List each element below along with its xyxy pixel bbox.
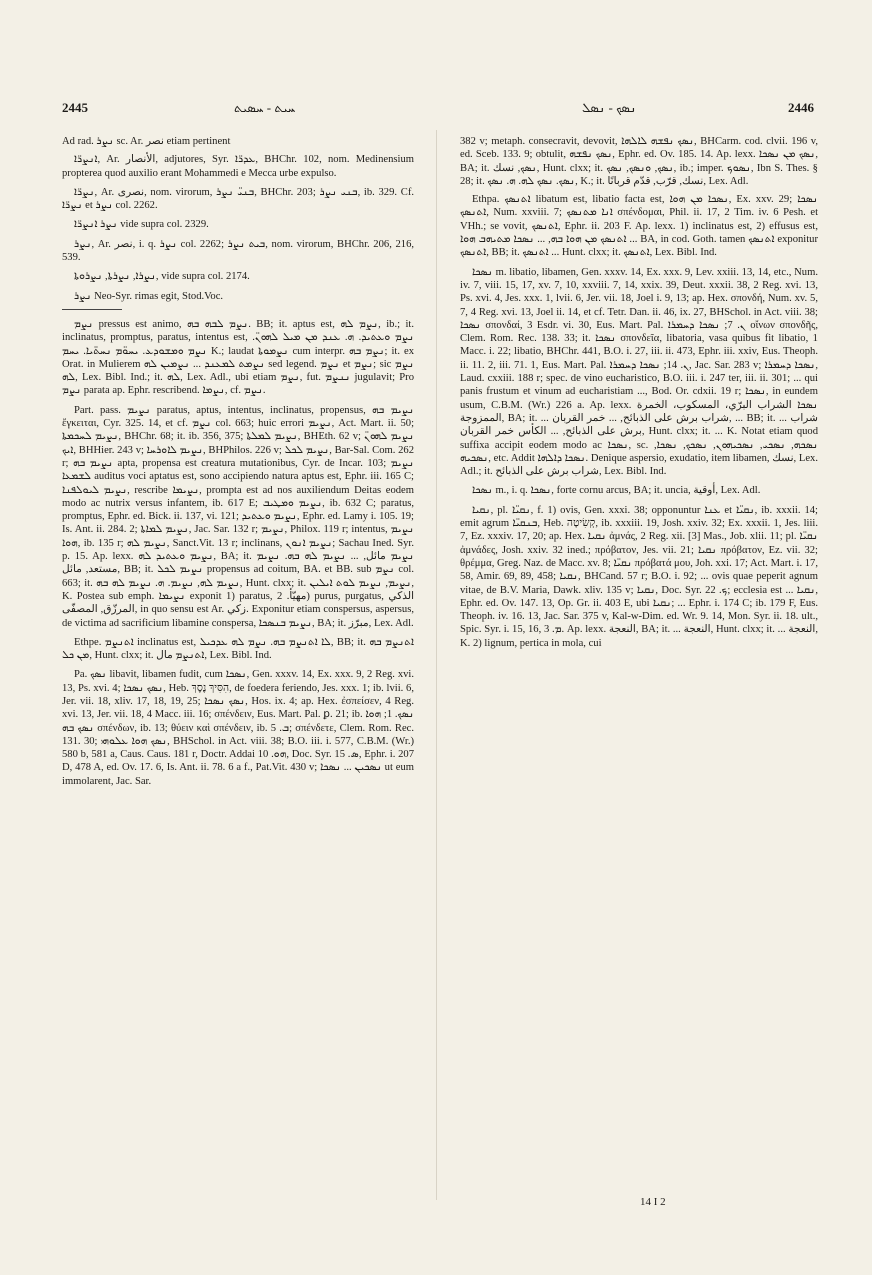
entry-paragraph: ܐܢܨܪ̈ܐ, Ar. الأنصار, adjutores, Syr. ܥܕܪ̈ܐ, BHChr. 102, nom. Medinensium propterea quod auxilio erant Mohammedi e Mecca urbe expulso. — [62, 154, 414, 179]
entry-paragraph: ܢܨܪ̈ܐ, Ar. نصرى, nom. virorum, ܒܢܝ̈ ܢܨܪ, BHChr. 203; ܒܢܝ ܢܨܪ, ib. 329. Cf. ܢܨܪ̈ܐ et ܢܨܪ col. 2262. — [62, 186, 414, 212]
page-number-right: 2446 — [788, 100, 814, 115]
entry-paragraph: ܢܩܝܐ, pl. ܢܩܝ̈ܐ, f. 1) ovis, Gen. xxxi. 38; opponuntur ܥܢܐ et ܢܩܝ̈ܐ, ib. xxxii. 14; emit agrum ܒܢܩܝ̈ܐ, Heb. קְשִׂיטָה, ib. xxxiii. 19, Josh. xxiv. 32; Ex. xxxii. 1, Jes. liii. 7, Ez. xxxiv. 17, 20; ap. Hex. ܢܩܝܐ ἀμνάς, 2 Reg. xii. [3] Mas., Job. xlii. 11; pl. ܢܩܝ̈ܐ ἀμνάδες, Josh. xxiv. 32 ined.; πρόβατον, Jes. vii. 21; ܢܩܝܐ πρόβατον, Ez. vii. 32; θρέμμα, Greg. Naz. de Macc. xv. 8; ܢܩܝ̈ܐ πρόβατά μου, Joh. xxi. 17; Act. Mart. i. 17, 58, Amir. 69, 89, 458; ܢܩܝܐ, BHCand. 57 r; B.O. i. 92; ... ovis quae peperit agnum vitae, de B.V. Maria, Dawk. xliv. 135 v; ܢܩܝܐ, Doc. Syr. ܟ. 22; ecclesia est ... ܢܩܝܐ, Ephr. ed. Ov. 147. 13, Op. Gr. ii. 403 E, ubi ܢܩܝܐ; ... Ephr. i. 174 C; ib. 179 F, Eus. Theoph. iv. 16. 13, Jac. Sar. 375 v, Kal-w-Dim. ed. Wr. 9. 14, Mon. Syr. ii. 18. ult., Spic. Syr. i. 15, 16, ܡ. 3. Ap. lexx. النعجة, BA; it. ... النعجة, Hunt. clxx; it. ... النعجة, K. 2) lignum, pertica in mola, cui — [460, 504, 819, 649]
entry-paragraph: ܢܨܪ Neo-Syr. rimas egit, Stod.Voc. — [74, 290, 224, 302]
entry-paragraph: ܢܨܪܐ, ܢܨܪܬܐ, ܢܨܪܘܬܐ, vide supra col. 2174. — [74, 271, 250, 283]
entry-paragraph: ܢܨܡ pressus est animo, ܢܨܡ ܠܒܗ ܒܗ. BB; it. aptus est, ܢܨܡ ܠܗ, ib.; it. inclinatus, promptus, paratus, intentus est, ܢܨܡ ܘܥܬܝܕ. ܗ. ܥܢܕ ܡܢ ܡܝܠ ܠܗܘܢ̈. ܢܨܡ ܘܡܫܘܕܥ. ܝܚܘ̈ܡ ܢܚܬ̈ܝܐ. ܝܚܡ K.; laudat ܢܨܡܘܬܐ cum interpr. ܢܨܡ ܒܗ; it. ex Orat. in Mulierem ܢܨܡܬ ܠܡܥܢܕ ... ܢܨܡܝܢ ܠܗ sed legend. ܢܨܡ et ܢܨܡ; sic ܢܨܡ ܠܗ, Lex. Bibl. Ind.; it. ܠܗ, Lex. Adl., ubi etiam ܢܨܡ, fut. ܢܢܨܡ jugulavit; Pro ܢܨܡ parata ap. Ephr. rescribend. ܢܨܡܐ, cf. ܢܨܡ. — [62, 318, 415, 397]
entry-paragraph: Ad rad. ܢܨܪ sc. Ar. نصر etiam pertinent — [62, 136, 231, 147]
entry-paragraph: 382 v; metaph. consecravit, devovit, ܢܣܟ ܢܦܫܗ ܠܐܠܗܐ, BHCarm. cod. clvii. 196 v, ed. Sceb. 133. 9; obtulit, ܢܣܟ ܢܦܫܗ, Ephr. ed. Ov. 185. 14. Ap. lexx. ܢܣܟ ܡܢ ܢܣܟܐ, BA; it. ܢܣܟ, نسك, Hunt. clxx; it. ܢܣܟ, ܘܢܣܟ, ܢܣܟ, ib.; imper. ܢܣܘܟ, Ibn S. Thes. § 28; it. ܢܣܟ. ܢܣܟ ܠܗ. ܗ. ܢܣܟ, K.; it. نسك, قرّب, قدّم قربانًا, Lex. Adl. — [460, 136, 818, 187]
column-divider — [436, 130, 437, 1200]
entry-paragraph: ܢܨܪ ܐܢܨܪ̈ܐ vide supra col. 2329. — [74, 219, 209, 231]
entry-paragraph: Ethpe. ܐܬܢܨܡ inclinatus est, ܠܐ ܐܬܢܨܡ ܒܗ. ܢܨܡ ܠܗ ܥܕܟܝܠ, BB; it. ܐܬܢܨܡ ܒܗ ܡܢ ܟܠ, Hunt. clxx; it. ܐܬܢܨܡ مال, Lex. Bibl. Ind. — [62, 636, 414, 662]
entry-paragraph: ܢܣܟܐ m. libatio, libamen, Gen. xxxv. 14, Ex. xxx. 9, Lev. xxiii. 13, 14, etc., Num. iv. 7, viii. 15, 17, xv. 7, 10, xxviii. 7, 14, xxix. 39, Deut. xxxii. 38, 2 Reg. xvi. 13, Ps. xvi. 4, Jes. xxx. 1, lvii. 6, Jer. vii. 18, Joel i. 9, 13; ap. Hex. σπονδή, Num. xv. 5, 7, 4 Reg. xvi. 13, Joel ii. 14, et cf. Tetr. Dan. ii. 46, ix. 27, BHSchol. in Act. viii. 38; ܢܣܟܐ σπονδαί, 3 Esdr. vi. 30, Eus. Mart. Pal. ܢ. 7; ܢܣܟܐ ܕܚܡܪܐ οἴνων σπονδῆς, Clem. Rom. Rec. 138. 33; it. ܢܣܟܐ σπονδεῖα, libatoria, vasa quibus fit libatio, 1 Macc. i. 22; libatio, BHChr. 441, B.O. i. 27, iii. ii. 473, Ephr. iii. xxiv, Eus. Theoph. ii. 11. 2, iii. 71. 1, Eus. Mart. Pal. ܢ. 14; ܢܣܟܐ ܕܚܡܪܐ, Jac. Sar. 283 v; ܢܣܟܐ ܕܚܡܪܐ, Laud. cxxiii. 188 r; spec. de vino eucharistico, B.O. iii. i. 247 ter, iii. ii. 301; ... qui panis frustum et vinum ad eucharistiam ..., Bod. Or. cdxii. 19 r; ܢܣܟܐ, in eundem usum, C.B.M. (Wr.) 226 a. Ap. lexx. ܢܣܟܐ الشراب البرّي، المسكوب، الخمرة الممزوجة, BA; it. ... شراب برش على الذبائح, ... خمر القربان, ... BB; it. ... شراب برش على الذبائح, ... الكأس خمر القربان, Hunt. clxx; it. ... K. Notat etiam quod suffixa accipit eodem modo ac ܢܣܟܐ, sc. ܢܣܟܗ, ܢܣܟܝ, ܢܣܟܝܗܘܢ, ܢܣܟܟ, ܢܣܟܐ, ܢܣܟܝܗ, etc. Addit ܢܣܟܐ ܕܐܠܗܐ. Denique aspersio, exudatio, item libamen, نسك, Lex. Adl.; it. شراب برش على الذبائح, Lex. Bibl. Ind. — [460, 266, 819, 478]
page-number-left: 2445 — [62, 100, 88, 115]
entry-paragraph: ܢܣܟܐ m., i. q. ܢܣܟܐ, forte cornu arcus, BA; it. uncia, أوقية, Lex. Adl. — [472, 485, 761, 497]
right-column — [460, 135, 818, 656]
entry-paragraph: Pa. ܢܣܟ libavit, libamen fudit, cum ܢܣܟܐ, Gen. xxxv. 14, Ex. xxx. 9, 2 Reg. xvi. 13, Ps. xvi. 4; ܢܣܟ ܢܣܟܐ, Heb. הִסִּיךְ נֶסֶךְ, de foedera feriendo, Jes. xxx. 1; ib. lvii. 6, Jer. vii. 18, xliv. 17, 18, 19, 25; ܢܣܟ ܢܣܟܐ, Hos. ix. 4; ap. Hex. ἐσπείσεν, 4 Reg. xvi. 13, Jer. vii. 18, 4 Macc. iii. 16; σπένδειν, Eus. Mart. Pal. ꝑ. 21; ib. ܢܣܟ. 1; ܗܘܐ ܢܣܟ ܒܗ σπένδων, ib. 13; θύειν καὶ σπένδειν, ib. ܒ. 5; σπένδετε, Clem. Rom. Rec. 131. 30; ܢܣܟ ܗܘܐ ܥܠܘܗܝ, BHSchol. in Act. viii. 38; B.O. iii. i. 577, C.B.M. (Wr.) 580 b, 581 a, Caus. Caus. 181 r, Doctr. Addai ܗܘ. 10, Doc. Syr. ܣ. 15, Ephr. i. 207 D, 478 A, ed. Ov. 17. 6, Is. Ant. ii. 78. 6 a f., Pat.Vit. 430 v; ܢܣܟܝܢ ... ܢܣܟܐ ut eum immolarent, Jac. Sar. — [62, 669, 415, 787]
running-head-left: ܚܝܬ - ܚܣܝܬ — [234, 100, 296, 115]
entry-paragraph: ܢܨܪ, Ar. نصر, i. q. ܢܨܪ col. 2262; ܒܝܬ ܢܨܪ, nom. virorum, BHChr. 206, 216, 539. — [62, 238, 415, 264]
entry-paragraph: Ethpa. ܐܬܢܣܟ libatum est, libatio facta est, ܢܣܟܐ ܡܢ ܗܘܐ, Ex. xxv. 29; ܢܣܟܐ ܐܬܢܣܟ, Num. xxviii. 7; ܐܢܐ ܡܬܢܣܟ σπένδομαι, Phil. ii. 17, 2 Tim. iv. 6 Pesh. et VHh.; se vovit, ܐܬܢܣܟ, Ephr. ii. 203 F. Ap. lexx. 1) inclinatus est, 2) effusus est, ܐܬܢܣܟ ܡܢ ܗܘܐ ܒܗ, ... ܢܣܟܐ ܡܬܝܗܒ ܗܘܐ ... BA, in cod. Goth. tamen ܐܬܢܣܟ exponitur ܐܬܢܣܟ, BB; it. ܐܬܢܣܟ ... Hunt. clxx; it. ܐܬܢܣܟ, Lex. Bibl. Ind. — [460, 194, 819, 259]
signature-mark: 14 I 2 — [640, 1196, 666, 1208]
entry-paragraph: Part. pass. ܢܨܝܡ paratus, aptus, intentus, inclinatus, propensus, ܢܨܝܡ ܒܗ ἔγκειται, Cyr. 325. 14, et cf. ܢܨܡ col. 663; huic errori ܢܨܝܡ, Act. Mart. ii. 50; ܢܨܝܡ ܠܚܟܡܬܐ, BHChr. 68; it. ib. 356, 375; ܢܨܝܡ ܠܡܠܬܐ, BHEth. 62 v; ܢܨܝܡ ܠܗܘܢ̈ ܐܝܟ, BHHier. 243 v; ܢܨܝܡ ܠܐܘܪܚܐ, BHPhilos. 226 v; ܢܨܝܡ ܠܟܠ, Bar-Sal. Com. 262 r; ܢܨܝܡ ܒܗ apta, propensa est creatura mutationibus, Cyr. de Incar. 103; ܢܨܝܡ ܠܫܡܥܐ auditus voci aptatus est, sono accipiendo natura aptus est, Ephr. iii. 165 C; ܢܨܝܡ ܠܝܘܠܦܢܐ, rescribe ܢܨܝܡܐ, prompta est ad nos auxiliendum Deitas eodem modo ac nutrix versus infantem, ib. 617 E; ܢܨܝܡ ܘܡܛܝܒ, ib. 632 C; paratus, promptus, Ephr. ed. Bick. ii. 137, vi. 121; ܢܨܝܡ ܘܥܬܝܕ, Ephr. ed. Lamy i. 105. 19; Is. Ant. ii. 284. 2; ܢܨܝܡ ܠܡܐܬܐ, Jac. Sar. 132 r; ܢܨܝܡ, Philox. 119 r; intentus, ܢܨܝܡ ܗܘܐ, ib. 135 r; ܢܨܝܡ ܠܗ, Sanct.Vit. 13 r; inclinans, ܢܨܝܡ ܐܢܘܢ; Sachau Ined. Syr. p. 15. Ap. lexx. ܢܨܝܡ ܘܥܬܝܕ ܠܗ, BA; it. ܢܨܝܡ مائل, ... ܢܨܝܡ ܠܗ ܒܗ. ܢܨܝܡ مستعد, مائل, BB; it. ܢܨܝܡ ܠܟܠ propensus ad coitum, BA. et BB. sub ܢܨܡ col. 663; it. ܢܨܝܡ ܠܗ, ܢܨܝܡ. ܗ. ܢܨܝܡ ܠܗ ܒܗ, Hunt. clxx; it. ܢܨܝܡ, ܢܨܝܡ ܠܘܬ ܐܝܠܝܢ, K. Postea sub emph. ܢܨܝܡܐ exponit 1) paratus, مهيّأ. 2) purus, purgatus, الذكي المرزّق, المصفّى, in quo sensu est Ar. زكي. Exponitur etiam conspersus, aspersus, de victima ad sacrificium libamine conspersa, ܢܨܝܡ ܒܢܣܟܐ, BA; it. مبرّز, Lex. Adl. — [62, 404, 415, 629]
section-rule — [62, 309, 122, 310]
running-head-right: ܢܣܟ - ܢܣܠ — [582, 100, 637, 115]
left-column — [62, 135, 414, 794]
page-header — [62, 100, 814, 120]
